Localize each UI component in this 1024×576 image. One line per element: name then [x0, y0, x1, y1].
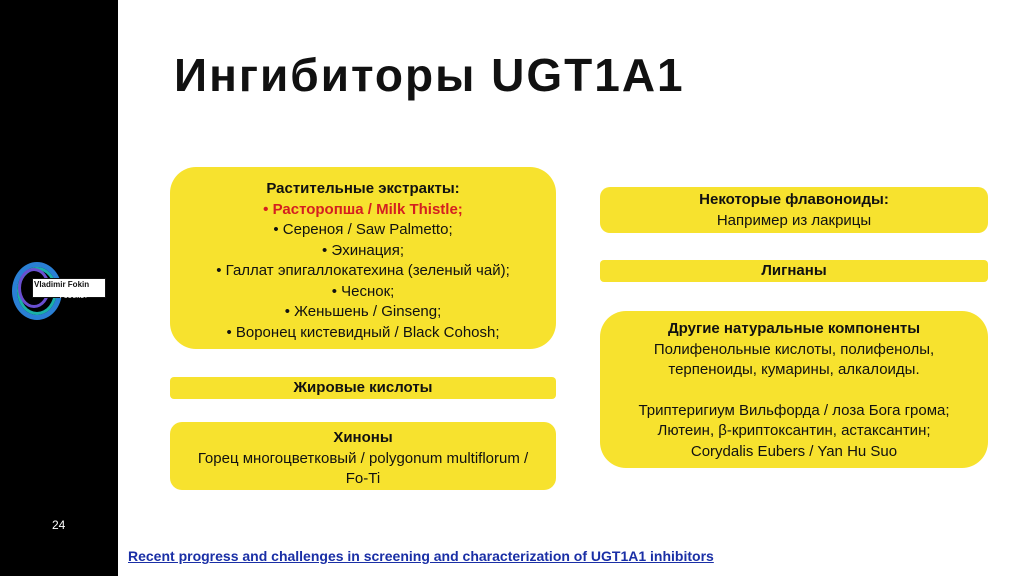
other-natural-line: Триптеригиум Вильфорда / лоза Бога грома;: [638, 401, 950, 419]
logo-name: Vladimir Fokin: [34, 280, 90, 289]
list-item: • Галлат эпигаллокатехина (зеленый чай);: [216, 262, 510, 279]
list-item: • Чеснок;: [331, 282, 395, 300]
page-number: 24: [52, 518, 66, 532]
flavonoids-line: Например из лакрицы: [716, 211, 872, 229]
list-item: • Женьшень / Ginseng;: [284, 303, 442, 320]
list-item: • Сереноя / Saw Palmetto;: [273, 221, 453, 238]
list-item-milk-thistle: • Расторопша / Milk Thistle;: [263, 200, 463, 218]
plant-extracts-heading: Растительные экстракты:: [266, 180, 460, 197]
quinones-box: [170, 422, 556, 490]
other-natural-box: [600, 311, 988, 468]
other-natural-line: Полифенольные кислоты, полифенолы,: [653, 340, 935, 358]
flavonoids-heading: Некоторые флавоноиды:: [699, 191, 889, 208]
podcast-logo: [10, 258, 110, 318]
quinones-line: Горец многоцветковый / polygonum multiflorum /: [197, 449, 529, 467]
quinones-line: Fo-Ti: [345, 470, 381, 487]
sidebar: [0, 0, 118, 576]
plant-extracts-box: [170, 167, 556, 349]
reference-link[interactable]: Recent progress and challenges in screening and characterization of UGT1A1 inhibitors: [128, 548, 714, 564]
list-item: • Эхинация;: [322, 241, 404, 259]
spacer: [600, 381, 988, 401]
slide-title: Ингибиторы UGT1A1: [174, 49, 685, 101]
fatty-acids-box: Жировые кислоты: [170, 377, 556, 399]
other-natural-line: Лютеин, β-криптоксантин, астаксантин;: [657, 422, 931, 439]
other-natural-heading: Другие натуральные компоненты: [667, 320, 921, 337]
flavonoids-box: [600, 187, 988, 233]
quinones-heading: Хиноны: [333, 429, 393, 446]
lignans-box: Лигнаны: [600, 260, 988, 282]
list-item: • Воронец кистевидный / Black Cohosh;: [226, 323, 500, 341]
other-natural-line: Corydalis Eubers / Yan Hu Suo: [690, 442, 898, 460]
other-natural-line: терпеноиды, кумарины, алкалоиды.: [668, 361, 920, 378]
logo-subtitle: PODCAST: [60, 294, 88, 300]
